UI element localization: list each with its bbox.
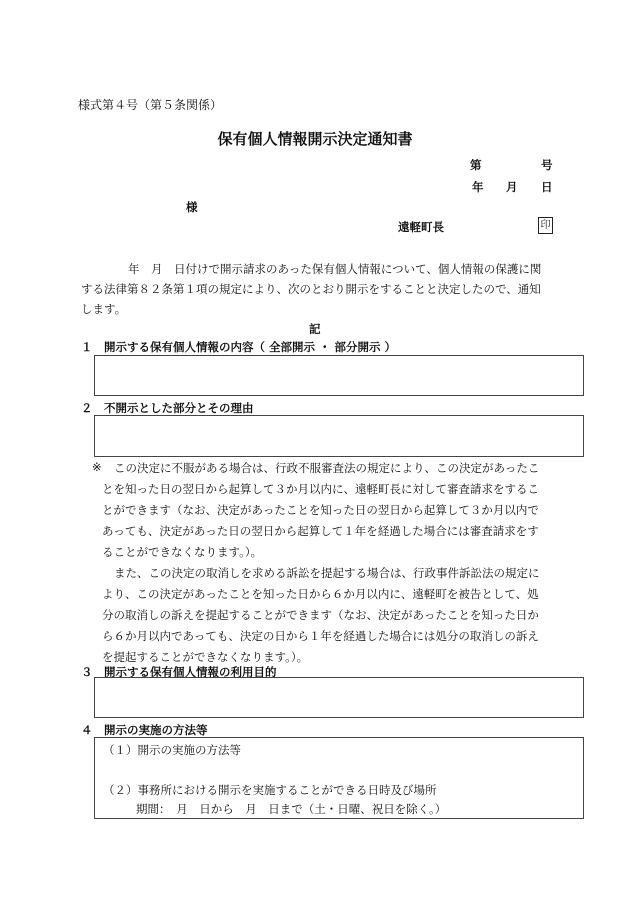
section2-box[interactable]	[94, 415, 584, 457]
notice-line: 分の取消しの訴えを提起することができます（なお、決定があったことを知った日か	[102, 608, 539, 622]
intro-line: 年 月 日付けで開示請求のあった保有個人情報について、個人情報の保護に関	[128, 262, 542, 276]
intro-line: します。	[81, 302, 127, 316]
form-label: 様式第４号（第５条関係）	[78, 98, 223, 112]
seal-mark: 印	[538, 217, 553, 234]
date-year: 年	[472, 180, 484, 194]
addressee-suffix: 様	[186, 200, 198, 214]
notice-line: あっても、決定があった日の翌日から起算して１年を経過した場合には審査請求をす	[102, 524, 539, 538]
issuer: 遠軽町長	[398, 220, 444, 234]
section1-box[interactable]	[94, 355, 584, 396]
section1-label: １ 開示する保有個人情報の内容（ 全部開示 ・ 部分開示 ）	[81, 340, 397, 354]
section4-period: 期間： 月 日から 月 日まで（土・日曜、祝日を除く。）	[136, 802, 447, 816]
notice-line: より、この決定があったことを知った日から６か月以内に、遠軽町を被告として、処	[102, 587, 539, 601]
ki-mark: 記	[309, 322, 321, 336]
notice-line: ることができなくなります。）。	[102, 545, 263, 559]
notice-line: とができます（なお、決定があったことを知った日の翌日から起算して３か月以内で	[102, 503, 539, 517]
section4-label: ４ 開示の実施の方法等	[81, 723, 208, 737]
section4-item2: （２）事務所における開示を実施することができる日時及び場所	[103, 783, 437, 797]
notice-line: また、この決定の取消しを求める訴訟を提起する場合は、行政事件訴訟法の規定に	[114, 566, 540, 580]
notice-line: この決定に不服がある場合は、行政不服審査法の規定により、この決定があったこ	[114, 461, 540, 475]
date-day: 日	[541, 180, 553, 194]
section3-box[interactable]	[94, 677, 584, 718]
notice-line: を提起することができなくなります。）。	[102, 650, 309, 664]
notice-line: ら６か月以内であっても、決定の日から１年を経過した場合には処分の取消しの訴え	[102, 629, 539, 643]
section3-label: ３ 開示する保有個人情報の利用目的	[81, 665, 277, 679]
date-month: 月	[506, 180, 518, 194]
section4-item1: （１）開示の実施の方法等	[103, 743, 241, 757]
notice-mark: ※	[92, 460, 102, 474]
number-suffix: 号	[541, 158, 553, 172]
intro-line: する法律第８２条第１項の規定により、次のとおり開示をすることと決定したので、通知	[81, 282, 541, 296]
number-prefix: 第	[470, 158, 482, 172]
page-title: 保有個人情報開示決定通知書	[217, 130, 413, 148]
section2-label: ２ 不開示とした部分とその理由	[81, 401, 254, 415]
notice-line: とを知った日の翌日から起算して３か月以内に、遠軽町長に対して審査請求をするこ	[102, 482, 539, 496]
